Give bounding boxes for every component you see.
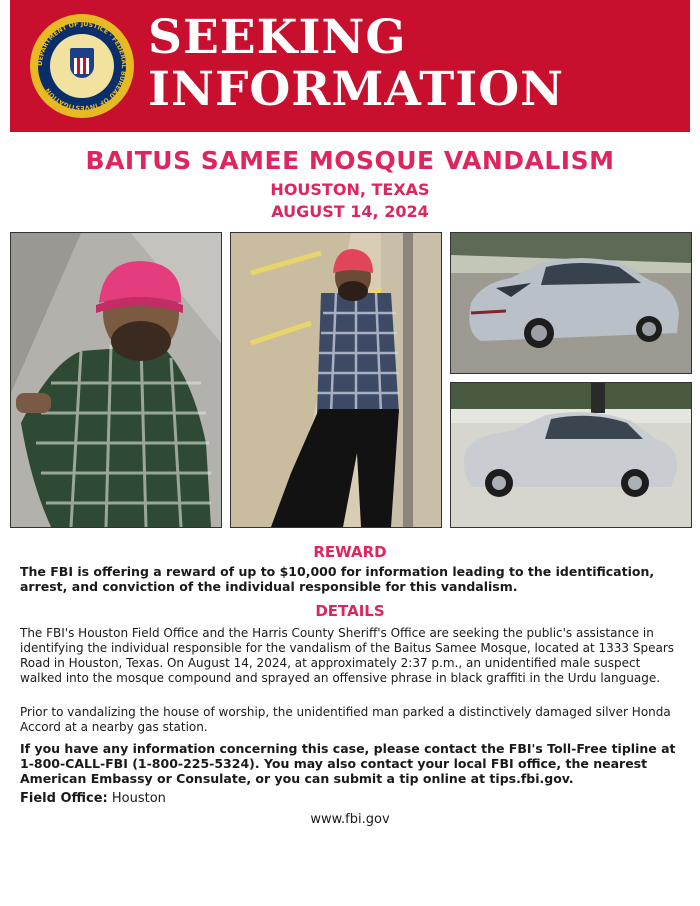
reward-text: The FBI is offering a reward of up to $10,000 for information leading to the identification, arrest, and conviction of the individual responsible for this vandalism. xyxy=(20,564,655,594)
reward-heading: REWARD xyxy=(313,543,387,561)
title-line-2: INFORMATION xyxy=(148,62,565,117)
page-title xyxy=(148,12,564,116)
contact-paragraph: If you have any information concerning this case, please contact the FBI's Toll-Free tipline at 1-800-CALL-FBI (1-800-225-5324). You may also contact your local FBI office, the nearest American Embassy or Consulate, or you can submit a tip online at tips.fbi.gov. xyxy=(20,741,676,786)
suspect-vehicle-photo-1 xyxy=(450,232,692,374)
case-title: BAITUS SAMEE MOSQUE VANDALISM xyxy=(85,146,615,175)
suspect-closeup-photo xyxy=(10,232,222,528)
suspect-vehicle-photo-2 xyxy=(450,382,692,528)
suspect-walking-photo xyxy=(230,232,442,528)
header-banner xyxy=(10,0,690,132)
title-line-1: SEEKING xyxy=(148,10,407,65)
svg-text:DEPARTMENT OF JUSTICE · FEDERA xyxy=(37,21,127,111)
case-location: HOUSTON, TEXAS xyxy=(270,180,430,199)
seal-text: DEPARTMENT OF JUSTICE · FEDERAL BUREAU OF INVESTIGATION xyxy=(36,20,128,112)
details-paragraph-2: Prior to vandalizing the house of worship, the unidentified man parked a distinctively damaged silver Honda Accord at a nearby gas station. xyxy=(20,705,671,734)
fbi-seal-icon xyxy=(30,14,134,118)
field-office-label: Field Office: xyxy=(20,791,108,806)
case-date: AUGUST 14, 2024 xyxy=(271,202,429,221)
details-paragraph-1: The FBI's Houston Field Office and the Harris County Sheriff's Office are seeking the public's assistance in identifying the individual responsible for the vandalism of the Baitus Samee Mosque, located at 1333 Spears Road in Houston, Texas. On August 14, 2024, at approximately 2:37 p.m., an unidentified male suspect walked into the mosque compound and sprayed an offensive phrase in black graffiti in the Urdu language. xyxy=(20,626,675,685)
field-office-value: Houston xyxy=(111,791,166,806)
footer-url[interactable]: www.fbi.gov xyxy=(310,812,390,827)
details-heading: DETAILS xyxy=(315,602,385,620)
field-office-line xyxy=(20,791,680,806)
